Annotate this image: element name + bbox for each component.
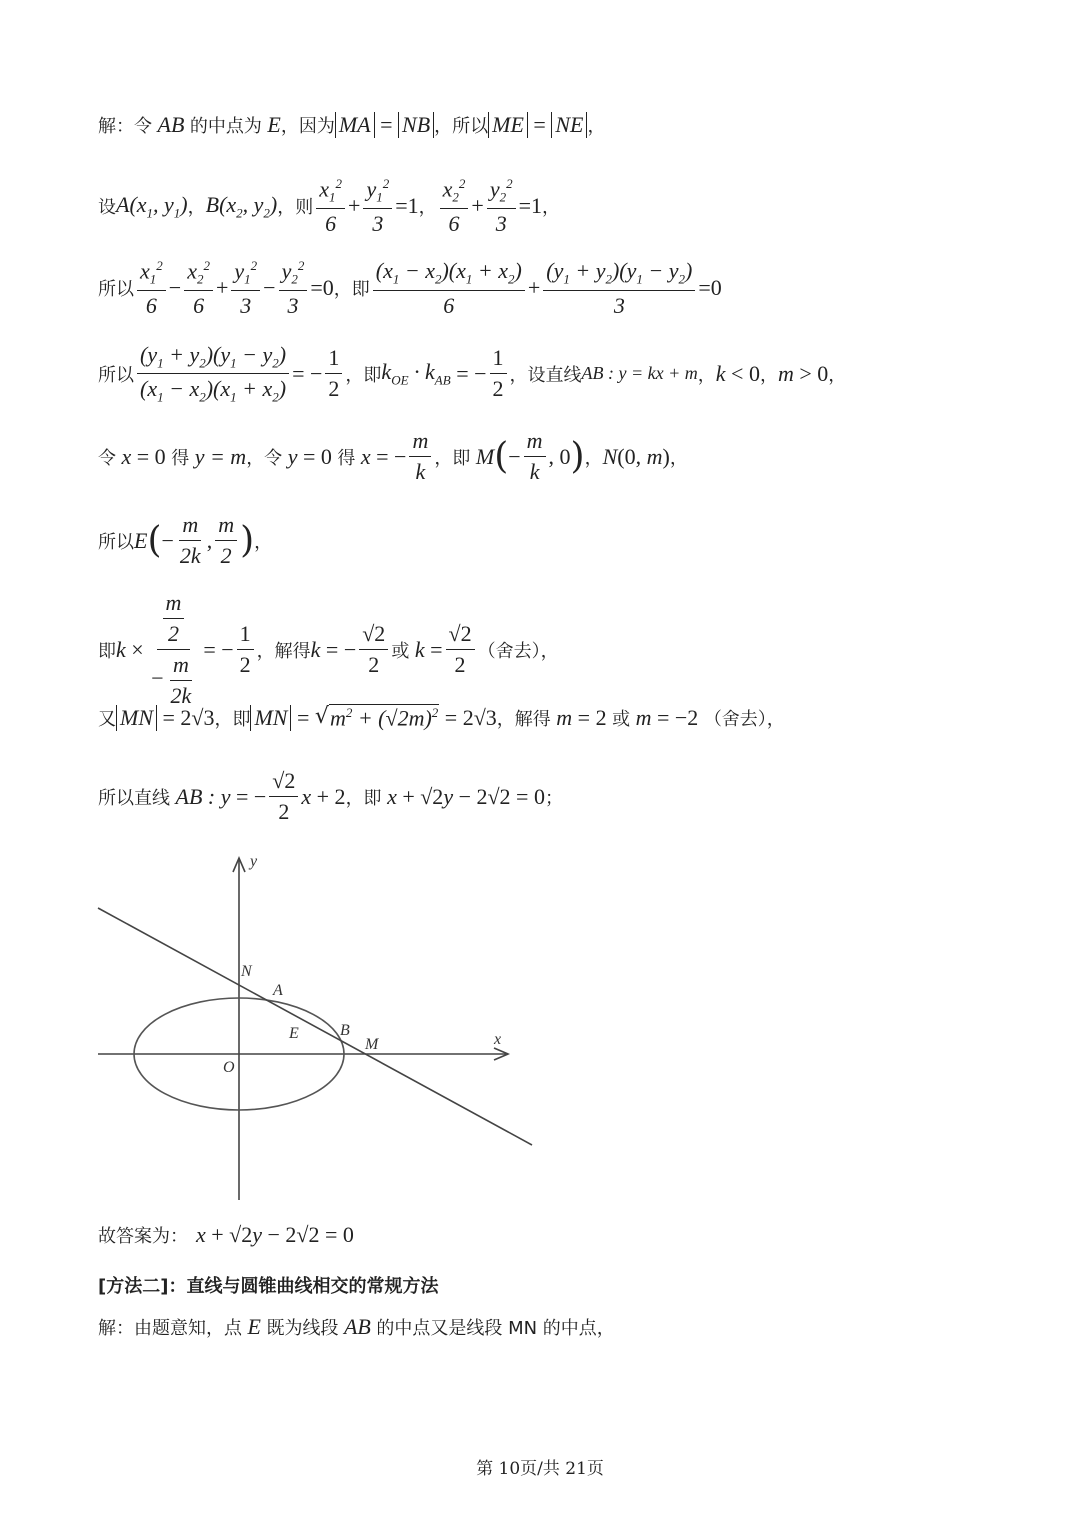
solution-line-9: 所以直线 AB : y = − $\frac{√2}{2}$ x + 2 ，即 x + √2 y − 2√2 = 0 ；	[98, 768, 563, 824]
point-a-label: A	[273, 982, 283, 999]
solution-line-5: 令 x = 0 得 y = m ，令 y = 0 得 x = − $\frac{m}{k}$ ，即 M ( − $\frac{m}{k}$ , 0 ) ， N (0, m ) ，	[98, 428, 688, 484]
line-ab	[98, 908, 532, 1145]
solution-line-1: 解：令 AB 的中点为 E ，因为 MA = NB ，所以 ME = NE ，	[98, 112, 606, 137]
solution-line-3: 所以 $\frac{x_1^2}{6}$ − $\frac{x_2^2}{6}$ + $\frac{y_1^2}{3}$ − $\frac{y_2^2}{3}$ =0 ，即 $\frac{(x_1 - x_2)(x_1 + x_2)}{6}$ + $\frac{(y_1 + y_2)(y_1 - y_2)}{3}$ =0	[98, 258, 722, 318]
ellipse-line-figure	[90, 850, 540, 1210]
point-m-label: M	[365, 1036, 379, 1053]
origin-label: O	[223, 1059, 235, 1076]
page-footer: 第 10页/共 21页	[476, 1459, 604, 1479]
solution-line-2: 设 $A(x_1$, $y_1$) ， $B(x_2$, $y_2$) ，则 $\frac{x_1^2}{6}$ + $\frac{y_1^2}{3}$ =1 ， $\frac{x_2^2}{6}$ + $\frac{y_2^2}{3}$ =1 ，	[98, 176, 560, 236]
point-n-label: N	[241, 963, 252, 980]
method2-title: [方法二]：直线与圆锥曲线相交的常规方法	[98, 1276, 439, 1297]
answer-line: 故答案为： x + √2 y − 2√2 = 0	[98, 1222, 354, 1247]
point-b-label: B	[340, 1022, 350, 1039]
solution-line-7: 即 k × $\frac{m}{2}$ − $\frac{m}{2k}$ = − $\frac{1}{2}$ ，解得 k = − $\frac{√2}{2}$ 或 k = $\frac{√2}{2}$ （舍去），	[98, 590, 559, 708]
solution-line-6: 所以 E ( − $\frac{m}{2k}$ , $\frac{m}{2}$ ) ，	[98, 512, 273, 568]
method2-text: 解：由题意知，点 E 既为线段 AB 的中点又是线段 MN 的中点，	[98, 1314, 615, 1339]
y-axis-label: y	[250, 853, 258, 870]
point-e-label: E	[289, 1025, 299, 1042]
x-axis-label: x	[494, 1031, 502, 1048]
solution-line-4: 所以 $\frac{(y_1 + y_2)(y_1 - y_2)}{(x_1 - x_2)(x_1 + x_2)}$ = − $\frac{1}{2}$ ，即 $k_{OE} \cdot k_{AB}$ = − $\frac{1}{2}$ ，设直线 AB : y = kx + m ， k < 0 ， m > 0 ，	[98, 342, 847, 405]
solution-line-8: 又 MN = 2√3 ，即 MN = √ $m^2 + (√2m)^2$ = 2√3 ，解得 m = 2 或 m = −2 （舍去），	[98, 704, 785, 731]
